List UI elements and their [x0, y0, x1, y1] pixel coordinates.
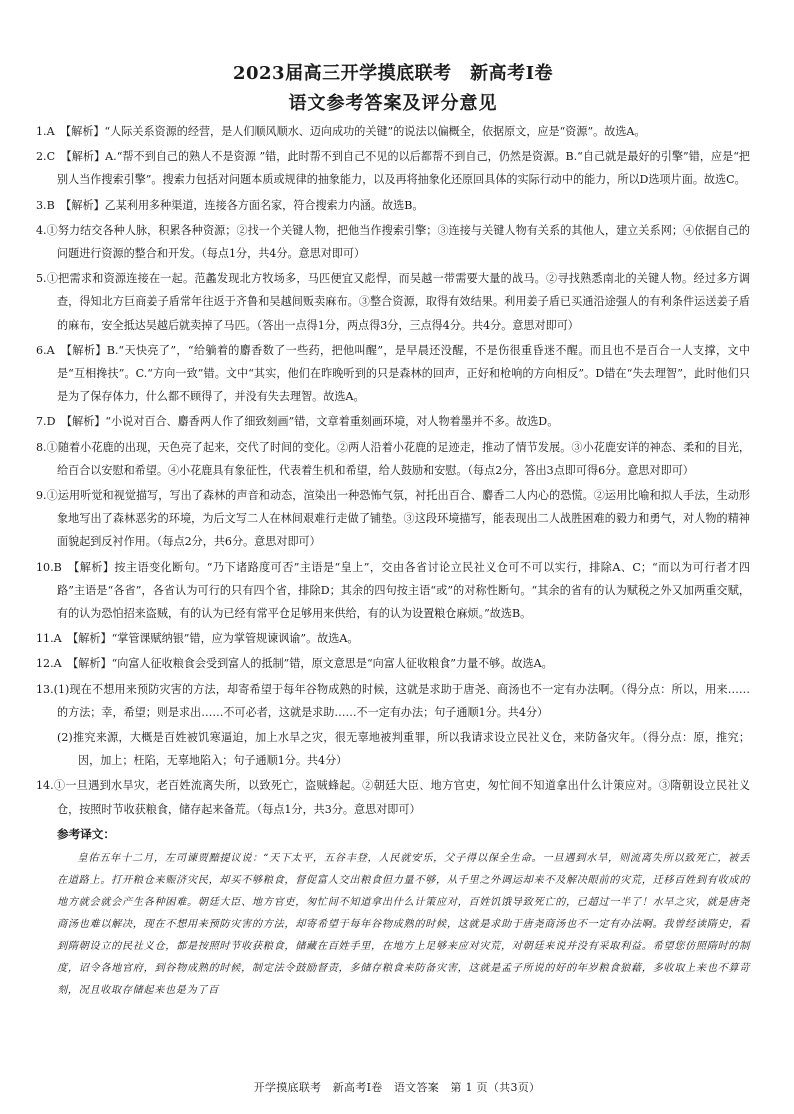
answer-item-14: 14.①一旦遇到水旱灾，老百姓流离失所，以致死亡，盗贼蜂起。②朝廷大臣、地方官吏，匆忙间不知道拿出什么计策应对。③隋朝设立民社义仓，按照时节收获粮食，储存起来备荒。（每点1分，共3分。意思对即可） [36, 779, 750, 816]
answer-item-9: 9.①运用听觉和视觉描写，写出了森林的声音和动态，渲染出一种恐怖气氛，衬托出百合、麝香二人内心的恐慌。②运用比喻和拟人手法，生动形象地写出了森林恶劣的环境，为后文写二人在林间艰难行走做了铺垫。③这段环境描写，能表现出二人战胜困难的毅力和勇气，对人物的精神面貌起到反衬作用。（每点2分，共6分。意思对即可） [36, 489, 750, 549]
answer-item-2: 2.C 【解析】A.“帮不到自己的熟人不是资源 ”错，此时帮不到自己不见的以后都帮不到自己，仍然是资源。B.“自己就是最好的引擎”错，应是“把别人当作搜索引擎”。搜索力包括对问题本质或规律的抽象能力，以及再将抽象化还原回具体的实际行动中的能力，所以D选项片面。故选C。 [36, 150, 750, 187]
answer-item-8: 8.①随着小花鹿的出现，天色亮了起来，交代了时间的变化。②两人沿着小花鹿的足迹走，推动了情节发展。③小花鹿安详的神态、柔和的目光，给百合以安慰和希望。④小花鹿具有象征性，代表着生机和希望，给人鼓励和安慰。（每点2分，答出3点即可得6分。意思对即可） [36, 440, 750, 477]
answer-item-12: 12.A 【解析】“向富人征收粮食会受到富人的抵制”错，原文意思是“向富人征收粮食”力量不够。故选A。 [36, 657, 553, 671]
reference-translation-text: 皇佑五年十二月，左司谏贾黯提议说：“天下太平，五谷丰登，人民就安乐，父子得以保全生命。一旦遇到水旱，则流离失所以致死亡，被丢在道路上。打开粮仓来赈济灾民，却买不够粮食，督促富人交出粮食但力量不够，从千里之外调运却来不及解决眼前的灾荒，迁移百姓到有收成的地方就会就会产生各种困难。朝廷大臣、地方官吏，匆忙间不知道拿出什么计策应对，百姓饥饿导致死亡的，已超过一半了！水旱之灾，就是唐尧商汤也难以解决，现在不想用来预防灾害的方法，却寄希望于每年谷物成熟的时候，这就是求助于唐尧商汤也不一定有办法啊。我曾经读隋史，看到隋朝设立的民社义仓，都是按照时节收获粮食，储藏在百姓手里，在地方上足够来应对灾荒，对朝廷来说并没有采取利益。希望您仿照隋时的制度，诏令各地官府，到谷物成熟的时候，制定法令鼓励督责，多储存粮食来防备灾害，这就是孟子所说的好的年岁粮食狼藉，多收取上来也不算苛刻，况且收取存储起来也是为了百 [57, 852, 750, 996]
reference-translation-heading: 参考译文： [57, 826, 115, 841]
answer-item-13-part-2: (2)推究来源，大概是百姓被饥寒逼迫，加上水旱之灾，很无辜地被判重罪，所以我请求设立民社义仓，来防备灾年。（得分点：原，推究；因，加上；枉陷，无辜地陷入；句子通顺1分。共4分） [57, 731, 750, 768]
page-subtitle: 语文参考答案及评分意见 [288, 93, 498, 114]
answer-item-13-part-1: 13.(1)现在不想用来预防灾害的方法，却寄希望于每年谷物成熟的时候，这就是求助于唐尧、商汤也不一定有办法啊。（得分点：所以，用来……的方法；幸，希望；则是求出……不可必者，这就是求助……不一定有办法；句子通顺1分。共4分） [36, 682, 750, 719]
page-footer: 开学摸底联考 新高考Ⅰ卷 语文答案 第 1 页（共3页） [253, 1081, 541, 1094]
answer-item-1: 1.A 【解析】“人际关系资源的经营，是人们顺风顺水、迈向成功的关键”的说法以偏概全，依据原文，应是“资源”。故选A。 [36, 125, 646, 138]
answer-item-6: 6.A 【解析】B.“天快亮了”，“给躺着的麝香数了一些药，把他叫醒”，是早晨还没醒，不是伤很重昏迷不醒。而且也不是百合一人支撑，文中是“互相搀扶”。C.“方向一致”错。文中“其实，他们在昨晚听到的只是森林的回声，正好和枪响的方向相反”。D错在“失去理智”，此时他们只是为了保存体力，什么都不顾得了，并没有失去理智。故选A。 [36, 343, 750, 404]
answer-item-5: 5.①把需求和资源连接在一起。范蠡发现北方牧场多，马匹便宜又彪悍，而吴越一带需要大量的战马。②寻找熟悉南北的关键人物。经过多方调查，得知北方巨商姜子盾常年往返于齐鲁和吴越间贩卖麻布。③整合资源，取得有效结果。利用姜子盾已买通沿途强人的有利条件运送姜子盾的麻布，安全抵达吴越后就卖掉了马匹。（答出一点得1分，两点得3分，三点得4分。共4分。意思对即可） [36, 272, 750, 332]
answer-item-10: 10.B 【解析】按主语变化断句。“乃下诸路度可否”主语是“皇上”，交由各省讨论立民社义仓可不可以实行，排除A、C；“而以为可行者才四路”主语是“各省”，各省认为可行的只有四个省，排除D；其余的四句按主语“或”的对称性断句。“其余的省有的认为赋税之外又加两重交赋，有的认为恐怕招来盗贼，有的认为已经有常平仓足够用来供给，有的认为设置粮仓麻烦。”故选B。 [36, 560, 750, 621]
answer-list [36, 120, 750, 821]
page-title: 2023届高三开学摸底联考 新高考Ⅰ卷 [232, 63, 554, 84]
answer-item-7: 7.D 【解析】“小说对百合、麝香两人作了细致刻画”错，文章着重刻画环境，对人物着墨并不多。故选D。 [36, 415, 559, 429]
answer-item-13-sub [36, 726, 750, 772]
answer-item-11: 11.A 【解析】“掌管课赋纳银”错，应为掌管规谏讽谕”。故选A。 [36, 632, 359, 646]
answer-item-4: 4.①努力结交各种人脉，积累各种资源；②找一个关键人物，把他当作搜索引擎；③连接与关键人物有关系的其他人，建立关系网；④依据自己的问题进行资源的整合和开发。（每点1分，共4分。意思对即可） [36, 223, 750, 261]
answer-item-3: 3.B 【解析】乙某利用多种渠道，连接各方面名家，符合搜索力内涵。故选B。 [36, 198, 424, 212]
